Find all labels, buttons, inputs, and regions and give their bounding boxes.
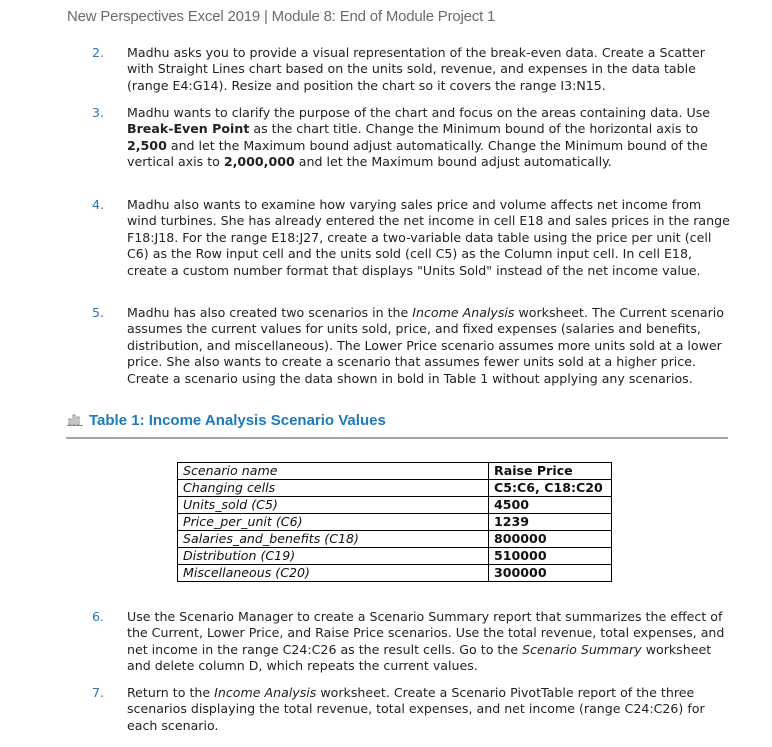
table-row [178, 497, 612, 514]
item-number: 6. [92, 609, 105, 624]
row-value: 300000 [489, 565, 612, 582]
item-number: 5. [92, 305, 105, 320]
item-text [127, 685, 730, 734]
item-number: 7. [92, 685, 105, 700]
row-label: Units_sold (C5) [178, 497, 489, 514]
text-segment: Use the Scenario Manager to create a Scenario Summary report that summarizes the effect of the Current, Lower Price, and Raise Price scenarios. Use the total revenue, total expenses, and net income in the range C24:C26 as the result cells. Go to the [127, 609, 725, 657]
text-segment: Madhu asks you to provide a visual representation of the break-even data. Create a Scatter with Straight Lines chart based on the units sold, revenue, and expenses in the data table (range E4:G14). Resize and position the chart so it covers the range I3:N15. [127, 45, 705, 93]
table-row [178, 463, 612, 480]
heading-divider [66, 437, 728, 439]
italic-text: Income Analysis [214, 685, 317, 700]
text-segment: Madhu also wants to examine how varying sales price and volume affects net income from wind turbines. She has already entered the net income in cell E18 and sales prices in the range F18:J18. For the range E18:J27, create a two-variable data table using the price per unit (cell C6) as the Row input cell and the units sold (cell C5) as the Column input cell. In cell E18, create a custom number format that displays "Units Sold" instead of the net income value. [127, 197, 730, 278]
item-text [127, 305, 730, 387]
table-row [178, 514, 612, 531]
italic-text: Scenario Summary [522, 641, 642, 657]
row-value: 1239 [489, 514, 612, 531]
item-number: 3. [92, 105, 105, 120]
text-segment: Madhu wants to clarify the purpose of the chart and focus on the areas containing data. Use [127, 105, 711, 120]
bold-text: 2,500 [127, 137, 167, 153]
row-label: Miscellaneous (C20) [178, 565, 489, 582]
scenario-values-table [177, 462, 612, 582]
text-segment: and let the Maximum bound adjust automatically. [294, 154, 612, 170]
text-segment: Madhu has also created two scenarios in the [127, 305, 413, 320]
item-number: 2. [92, 45, 105, 60]
bold-text: Break-Even Point [127, 121, 250, 137]
item-text [127, 45, 730, 94]
text-segment: worksheet. Create a Scenario PivotTable report of the three scenarios displaying the total revenue, total expenses, and net income (range C24:C26) for each scenario. [127, 685, 705, 733]
text-segment: worksheet and delete column D, which repeats the current values. [127, 641, 712, 674]
text-segment: Return to the [127, 685, 215, 700]
row-label: Scenario name [178, 463, 489, 480]
table-row [178, 531, 612, 548]
italic-text: Income Analysis [412, 305, 515, 320]
row-label: Price_per_unit (C6) [178, 514, 489, 531]
row-value: C5:C6, C18:C20 [489, 480, 612, 497]
item-text [127, 609, 730, 675]
row-value: 800000 [489, 531, 612, 548]
document-header: New Perspectives Excel 2019 | Module 8: End of Module Project 1 [67, 8, 496, 25]
row-value: Raise Price [489, 463, 612, 480]
item-text [127, 197, 730, 279]
table-chart-icon [66, 413, 84, 426]
bold-text: 2,000,000 [223, 154, 295, 170]
table-row [178, 565, 612, 582]
table-row [178, 548, 612, 565]
row-value: 510000 [489, 548, 612, 565]
row-label: Changing cells [178, 480, 489, 497]
table-heading [66, 412, 386, 429]
text-segment: as the chart title. Change the Minimum bound of the horizontal axis to [249, 121, 699, 137]
text-segment: worksheet. The Current scenario assumes the current values for units sold, price, and fixed expenses (salaries and benefits, distribution, and miscellaneous). The Lower Price scenario assumes more units sold at a lower price. She also wants to create a scenario that assumes fewer units sold at a higher price. Create a scenario using the data shown in bold in Table 1 without applying any scenarios. [127, 305, 724, 386]
item-text [127, 105, 730, 171]
row-value: 4500 [489, 497, 612, 514]
item-number: 4. [92, 197, 105, 212]
table-row [178, 480, 612, 497]
row-label: Distribution (C19) [178, 548, 489, 565]
table-heading-text: Table 1: Income Analysis Scenario Values [89, 412, 386, 429]
text-segment: and let the Maximum bound adjust automatically. Change the Minimum bound of the vertical axis to [127, 137, 708, 170]
row-label: Salaries_and_benefits (C18) [178, 531, 489, 548]
